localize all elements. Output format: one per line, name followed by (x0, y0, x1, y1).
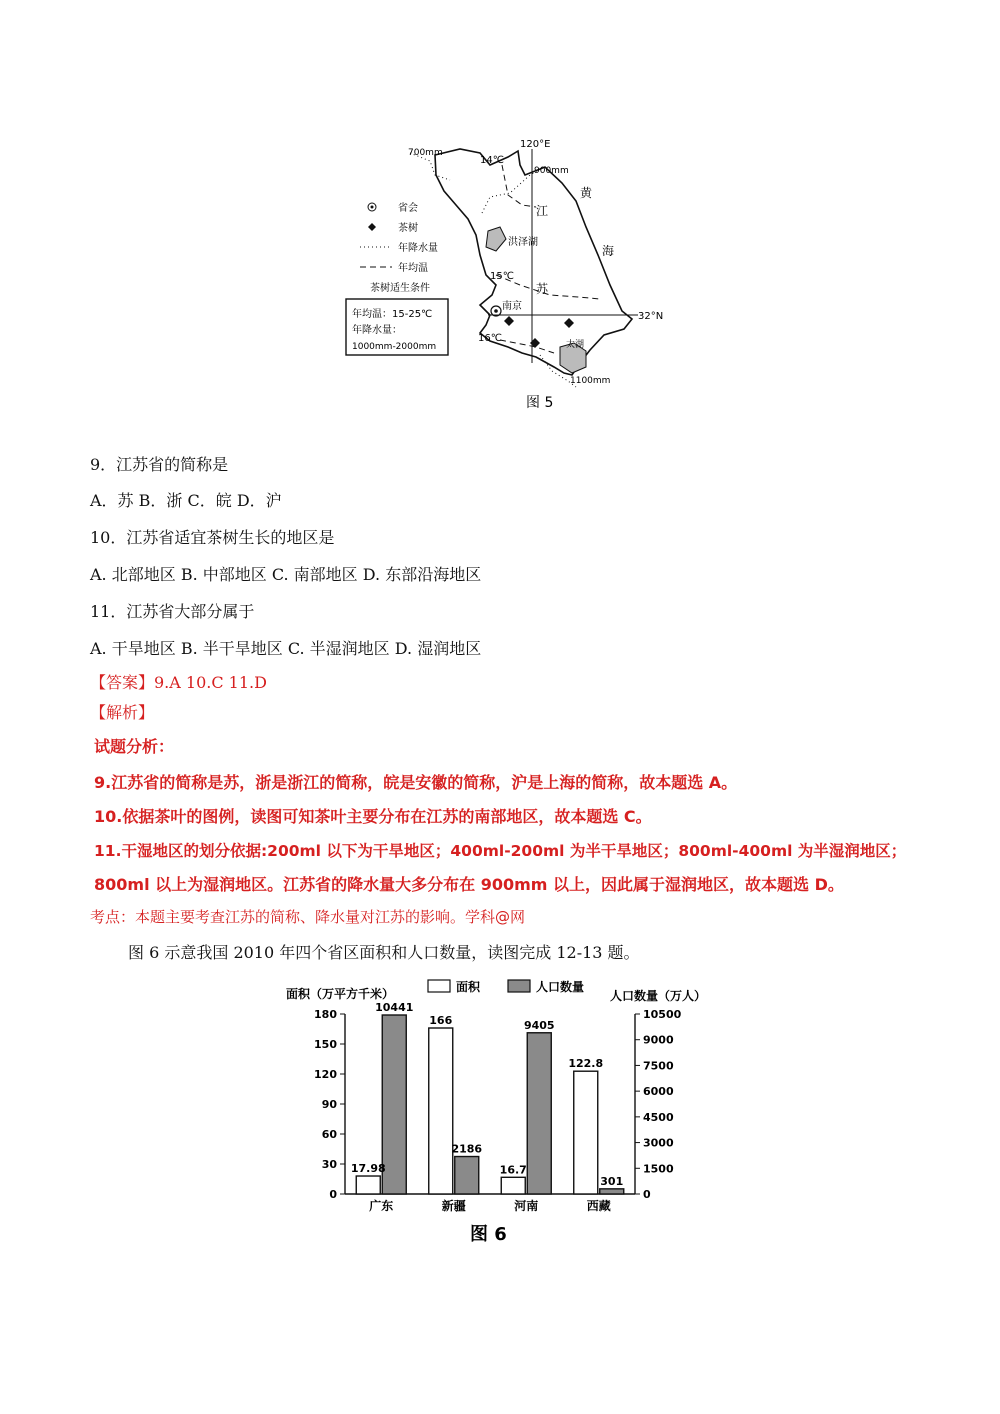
legend-swatch-population (508, 980, 530, 992)
bar-population (455, 1157, 479, 1194)
data-label-population: 9405 (523, 1018, 555, 1032)
jiangsu-map (340, 135, 670, 415)
y-tick-label-left: 60 (321, 1128, 337, 1141)
data-label-area: 17.98 (350, 1162, 386, 1176)
y-axis-label-left: 面积（万平方千米） (286, 987, 395, 1001)
temp-15-label: 15℃ (490, 271, 514, 282)
analysis-label: 【解析】 (90, 703, 155, 722)
analysis-line-10: 10.依据茶叶的图例，读图可知茶叶主要分布在江苏的南部地区，故本题选 C。 (94, 807, 652, 826)
hongze-label: 洪泽湖 (508, 237, 538, 248)
data-label-area: 166 (429, 1014, 453, 1027)
bar-area (356, 1176, 380, 1194)
jiangsu-map-figure (340, 135, 670, 415)
bar-chart-svg (270, 972, 720, 1252)
condition-line-2: 年降水量： (352, 325, 402, 336)
bar-area (574, 1071, 598, 1194)
bar-population (600, 1189, 624, 1194)
figure6-caption: 图 6 (470, 1224, 507, 1245)
bar-population (382, 1015, 406, 1194)
condition-title: 茶树适生条件 (370, 283, 430, 294)
y-tick-label-right: 4500 (643, 1110, 674, 1124)
y-axis-label-right: 人口数量（万人） (610, 989, 707, 1003)
y-tick-label-left: 150 (314, 1038, 337, 1051)
category-label: 河南 (514, 1199, 539, 1213)
lat-label: 32°N (638, 311, 664, 322)
analysis-line-11a: 11.干湿地区的划分依据:200ml 以下为干旱地区；400ml-200ml 为半干旱地区；800ml-400ml 为半湿润地区； (94, 842, 907, 860)
y-tick-label-left: 0 (329, 1188, 337, 1201)
y-tick-label-left: 180 (314, 1008, 337, 1021)
precip-900-label: 900mm (534, 166, 569, 176)
question-10-stem: 10．江苏省适宜茶树生长的地区是 (90, 528, 335, 547)
y-tick-label-right: 9000 (643, 1033, 674, 1047)
legend-label-precip: 年降水量 (398, 243, 438, 254)
data-label-area: 16.7 (499, 1163, 527, 1177)
legend-label-tea: 茶树 (398, 223, 418, 234)
condition-line-3: 1000mm-2000mm (352, 342, 437, 352)
legend-swatch-area (428, 980, 450, 992)
temp-14-label: 14℃ (480, 155, 504, 166)
question-10-options: A. 北部地区 B. 中部地区 C. 南部地区 D. 东部沿海地区 (90, 565, 482, 584)
hai-label: 海 (602, 244, 615, 258)
category-label: 新疆 (441, 1199, 466, 1213)
y-tick-label-right: 3000 (643, 1136, 674, 1150)
condition-line-1: 年均温：15-25℃ (352, 309, 433, 320)
y-tick-label-left: 30 (321, 1158, 337, 1171)
legend-label-temp: 年均温 (398, 263, 428, 274)
figure6-intro: 图 6 示意我国 2010 年四个省区面积和人口数量，读图完成 12-13 题。 (128, 943, 640, 962)
category-label: 广东 (369, 1199, 394, 1213)
analysis-title: 试题分析： (94, 737, 175, 756)
bar-area (429, 1028, 453, 1194)
question-9-options: A．苏 B．浙 C．皖 D．沪 (90, 491, 282, 510)
answer-line: 【答案】9.A 10.C 11.D (90, 673, 267, 692)
y-tick-label-right: 7500 (643, 1059, 674, 1073)
data-label-population: 10441 (375, 1001, 414, 1015)
figure6-chart (270, 972, 720, 1252)
data-label-population: 2186 (451, 1142, 483, 1156)
question-11-options: A. 干旱地区 B. 半干旱地区 C. 半湿润地区 D. 湿润地区 (90, 639, 482, 658)
bar-area (501, 1177, 525, 1194)
y-tick-label-right: 10500 (643, 1008, 682, 1021)
y-tick-label-right: 1500 (643, 1162, 674, 1176)
y-tick-label-left: 120 (314, 1068, 337, 1081)
taihu-label: 太湖 (566, 340, 585, 350)
precip-700-label: 700mm (408, 148, 443, 158)
jiang-label: 江 (536, 204, 549, 218)
y-tick-label-right: 0 (643, 1188, 651, 1201)
y-tick-label-left: 90 (321, 1098, 337, 1111)
question-11-stem: 11．江苏省大部分属于 (90, 602, 255, 621)
category-label: 西藏 (586, 1199, 611, 1213)
kaodian-line: 考点：本题主要考查江苏的简称、降水量对江苏的影响。学科@网 (90, 908, 526, 926)
figure5-caption: 图 5 (526, 395, 554, 411)
nanjing-label: 南京 (502, 301, 522, 312)
legend-label-population: 人口数量 (536, 980, 585, 994)
analysis-line-11b: 800ml 以上为湿润地区。江苏省的降水量大多分布在 900mm 以上，因此属于湿润地区，故本题选 D。 (94, 875, 844, 894)
question-9-stem: 9．江苏省的简称是 (90, 455, 229, 474)
lon-label: 120°E (520, 139, 551, 150)
data-label-area: 122.8 (568, 1057, 604, 1071)
y-tick-label-right: 6000 (643, 1085, 674, 1099)
data-label-population: 301 (600, 1174, 624, 1188)
chart-legend (428, 979, 584, 994)
analysis-line-9: 9.江苏省的简称是苏，浙是浙江的简称，皖是安徽的简称，沪是上海的简称，故本题选 A。 (94, 773, 738, 792)
bar-population (527, 1033, 551, 1194)
su-label: 苏 (536, 282, 549, 296)
legend-label-area: 面积 (456, 980, 481, 994)
precip-1100-label: 1100mm (570, 376, 611, 386)
huang-label: 黄 (580, 186, 593, 200)
map-legend (360, 201, 438, 274)
legend-label-capital: 省会 (398, 203, 418, 214)
temp-16-label: 16℃ (478, 333, 502, 344)
